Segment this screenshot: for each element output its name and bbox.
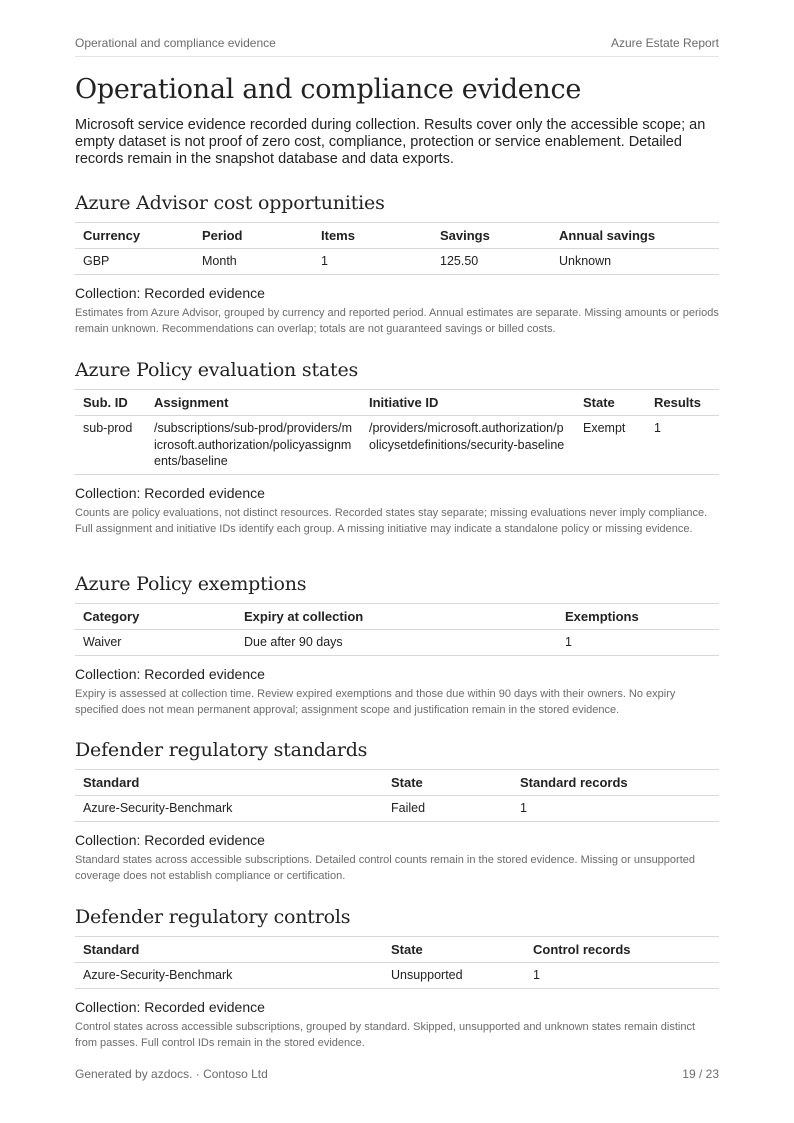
section-defender-controls <box>75 906 719 1051</box>
running-header-left: Operational and compliance evidence <box>75 36 276 50</box>
table-cell: 1 <box>646 416 719 475</box>
section-heading: Azure Advisor cost opportunities <box>75 192 385 214</box>
table-cell: Due after 90 days <box>236 630 557 656</box>
column-header: Currency <box>75 223 194 249</box>
section-heading: Defender regulatory controls <box>75 906 351 928</box>
defender-standards-table <box>75 769 719 822</box>
table-cell: GBP <box>75 249 194 275</box>
column-header: Initiative ID <box>361 390 575 416</box>
table-header-row <box>75 223 719 249</box>
table-cell: Exempt <box>575 416 646 475</box>
table-cell: Unsupported <box>383 963 525 989</box>
table-cell: Waiver <box>75 630 236 656</box>
section-note: Control states across accessible subscriptions, grouped by standard. Skipped, unsupported and unknown states remain distinct from passes. Full control IDs remain in the stored evidence. <box>75 1020 696 1049</box>
section-heading: Azure Policy exemptions <box>75 573 307 595</box>
table-row <box>75 796 719 822</box>
column-header: Period <box>194 223 313 249</box>
section-heading: Defender regulatory standards <box>75 739 368 761</box>
section-heading: Azure Policy evaluation states <box>75 359 359 381</box>
table-header-row <box>75 390 719 416</box>
table-cell: /providers/microsoft.authorization/policysetdefinitions/security-baseline <box>361 416 575 475</box>
column-header: Standard <box>75 937 383 963</box>
table-row <box>75 963 719 989</box>
section-note: Standard states across accessible subscriptions. Detailed control counts remain in the stored evidence. Missing or unsupported coverage does not establish compliance or certification. <box>75 853 695 882</box>
table-header-row <box>75 770 719 796</box>
table-cell: 1 <box>525 963 719 989</box>
section-policy-evaluation <box>75 359 719 537</box>
column-header: Savings <box>432 223 551 249</box>
page-number: 19 / 23 <box>682 1067 719 1081</box>
table-cell: Month <box>194 249 313 275</box>
column-header: Results <box>646 390 719 416</box>
column-header: Control records <box>525 937 719 963</box>
column-header: State <box>575 390 646 416</box>
running-header-right: Azure Estate Report <box>610 36 719 50</box>
column-header: State <box>383 770 512 796</box>
column-header: Standard <box>75 770 383 796</box>
column-header: Annual savings <box>551 223 719 249</box>
section-note: Counts are policy evaluations, not distinct resources. Recorded states stay separate; missing evaluations never imply compliance. Full assignment and initiative IDs identify each group. A missing initiative may indicate a standalone policy or missing evidence. <box>75 506 708 535</box>
section-policy-exemptions <box>75 573 719 718</box>
collection-label: Collection: Recorded evidence <box>75 665 265 682</box>
table-header-row <box>75 604 719 630</box>
collection-label: Collection: Recorded evidence <box>75 484 265 501</box>
table-cell: sub-prod <box>75 416 146 475</box>
policy-evaluation-table <box>75 389 719 475</box>
table-cell: /subscriptions/sub-prod/providers/microsoft.authorization/policyassignments/baseline <box>146 416 361 475</box>
table-cell: Unknown <box>551 249 719 275</box>
column-header: Category <box>75 604 236 630</box>
section-note: Expiry is assessed at collection time. Review expired exemptions and those due within 90 days with their owners. No expiry specified does not mean permanent approval; assignment scope and justification remain in the stored evidence. <box>75 687 676 716</box>
column-header: Items <box>313 223 432 249</box>
table-cell: Azure-Security-Benchmark <box>75 796 383 822</box>
column-header: Assignment <box>146 390 361 416</box>
policy-exemptions-table <box>75 603 719 656</box>
running-footer <box>75 1067 719 1081</box>
collection-label: Collection: Recorded evidence <box>75 284 265 301</box>
table-cell: 1 <box>512 796 719 822</box>
table-row <box>75 249 719 275</box>
column-header: Exemptions <box>557 604 719 630</box>
column-header: State <box>383 937 525 963</box>
intro-paragraph: Microsoft service evidence recorded during collection. Results cover only the accessible scope; an empty dataset is not proof of zero cost, compliance, protection or service enablement. Detailed records remain in the snapshot database and data exports. <box>75 117 706 167</box>
collection-label: Collection: Recorded evidence <box>75 998 265 1015</box>
table-cell: Failed <box>383 796 512 822</box>
page-title: Operational and compliance evidence <box>75 74 582 105</box>
table-cell: 125.50 <box>432 249 551 275</box>
column-header: Expiry at collection <box>236 604 557 630</box>
table-cell: 1 <box>313 249 432 275</box>
table-cell: 1 <box>557 630 719 656</box>
running-header <box>75 36 719 57</box>
table-header-row <box>75 937 719 963</box>
table-row <box>75 630 719 656</box>
collection-label: Collection: Recorded evidence <box>75 831 265 848</box>
table-cell: Azure-Security-Benchmark <box>75 963 383 989</box>
table-row <box>75 416 719 475</box>
section-defender-standards <box>75 739 719 884</box>
section-advisor-cost <box>75 192 719 337</box>
footer-generator: Generated by azdocs. · Contoso Ltd <box>75 1067 268 1081</box>
defender-controls-table <box>75 936 719 989</box>
advisor-cost-table <box>75 222 719 275</box>
column-header: Sub. ID <box>75 390 146 416</box>
section-note: Estimates from Azure Advisor, grouped by currency and reported period. Annual estimates are separate. Missing amounts or periods remain unknown. Recommendations can overlap; totals are not guaranteed savings or billed costs. <box>75 306 719 335</box>
column-header: Standard records <box>512 770 719 796</box>
